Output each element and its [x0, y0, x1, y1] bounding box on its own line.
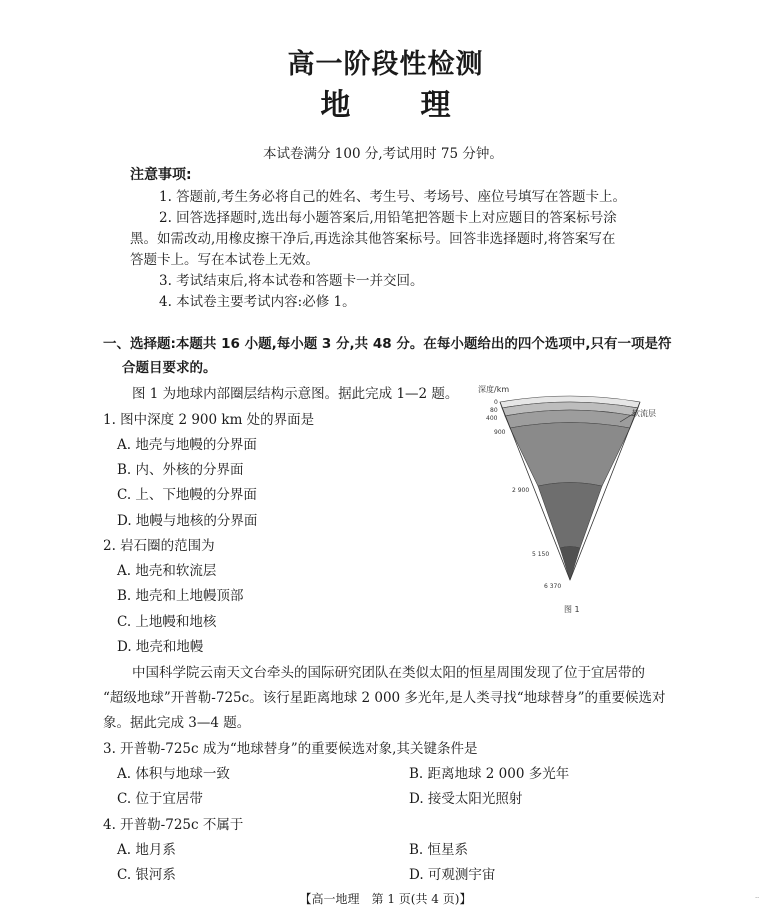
asthenosphere-label: 软流层: [632, 409, 656, 418]
corner-mark: ··: [755, 895, 759, 902]
q3-option-a: A. 体积与地球一致: [117, 766, 230, 782]
q2-stem: 2. 岩石圈的范围为: [103, 538, 215, 554]
layer-outer-core: [538, 483, 602, 549]
q3-option-c: C. 位于宜居带: [117, 791, 203, 807]
intro-q3-4-line-1: 中国科学院云南天文台牵头的国际研究团队在类似太阳的恒星周围发现了位于宜居带的: [132, 665, 645, 681]
depth-0: 0: [494, 399, 498, 406]
depth-5150: 5 150: [532, 551, 550, 558]
depth-900: 900: [494, 429, 506, 436]
notice-item-1: 1. 答题前,考生务必将自己的姓名、考生号、考场号、座位号填写在答题卡上。: [159, 189, 626, 205]
intro-q3-4-line-2: “超级地球”开普勒-725c。该行星距离地球 2 000 多光年,是人类寻找“地球替身”的重要候选对: [103, 690, 666, 706]
q2-option-a: A. 地壳和软流层: [117, 563, 217, 579]
q1-stem: 1. 图中深度 2 900 km 处的界面是: [103, 412, 315, 428]
depth-80: 80: [490, 407, 498, 414]
depth-6370: 6 370: [544, 583, 562, 590]
page-footer: 【高一地理 第 1 页(共 4 页)】: [299, 892, 472, 906]
q1-option-d: D. 地幔与地核的分界面: [117, 513, 258, 529]
depth-axis-label: 深度/km: [478, 385, 510, 394]
notice-item-4: 4. 本试卷主要考试内容:必修 1。: [159, 294, 356, 310]
q4-option-c: C. 银河系: [117, 867, 176, 883]
depth-400: 400: [486, 415, 498, 422]
subject-char-2: 理: [420, 88, 451, 123]
intro-q3-4-line-3: 象。据此完成 3—4 题。: [103, 715, 251, 731]
subject-title: [0, 80, 771, 124]
q2-option-d: D. 地壳和地幔: [117, 639, 204, 655]
q3-option-b: B. 距离地球 2 000 多光年: [409, 766, 570, 782]
q4-option-a: A. 地月系: [117, 842, 176, 858]
figure-caption: 图 1: [564, 605, 580, 614]
intro-q1-2: 图 1 为地球内部圈层结构示意图。据此完成 1—2 题。: [132, 386, 459, 402]
exam-title: 高一阶段性检测: [287, 49, 484, 80]
exam-info: 本试卷满分 100 分,考试用时 75 分钟。: [263, 146, 503, 162]
q2-option-c: C. 上地幔和地核: [117, 614, 217, 630]
notice-item-2-line-1: 2. 回答选择题时,选出每小题答案后,用铅笔把答题卡上对应题目的答案标号涂: [159, 210, 617, 226]
earth-interior-diagram: [470, 382, 670, 622]
depth-2900: 2 900: [512, 487, 530, 494]
layer-lower-mantle: [510, 423, 630, 487]
q1-option-a: A. 地壳与地幔的分界面: [117, 437, 257, 453]
q1-option-c: C. 上、下地幔的分界面: [117, 487, 257, 503]
q3-option-d: D. 接受太阳光照射: [409, 791, 523, 807]
q4-option-b: B. 恒星系: [409, 842, 469, 858]
section-heading-line-1: 一、选择题:本题共 16 小题,每小题 3 分,共 48 分。在每小题给出的四个选项中,只有一项是符: [103, 336, 672, 352]
q4-stem: 4. 开普勒-725c 不属于: [103, 817, 244, 833]
subject-char-1: 地: [320, 88, 351, 123]
notice-item-2-line-2: 黑。如需改动,用橡皮擦干净后,再选涂其他答案标号。回答非选择题时,将答案写在: [130, 231, 616, 247]
q4-option-d: D. 可观测宇宙: [409, 867, 496, 883]
q2-option-b: B. 地壳和上地幔顶部: [117, 588, 244, 604]
q3-stem: 3. 开普勒-725c 成为“地球替身”的重要候选对象,其关键条件是: [103, 741, 478, 757]
q1-option-b: B. 内、外核的分界面: [117, 462, 244, 478]
notice-item-3: 3. 考试结束后,将本试卷和答题卡一并交回。: [159, 273, 424, 289]
notice-item-2-line-3: 答题卡上。写在本试卷上无效。: [130, 252, 319, 268]
notice-heading: 注意事项:: [130, 167, 192, 183]
section-heading-line-2: 合题目要求的。: [122, 360, 217, 376]
